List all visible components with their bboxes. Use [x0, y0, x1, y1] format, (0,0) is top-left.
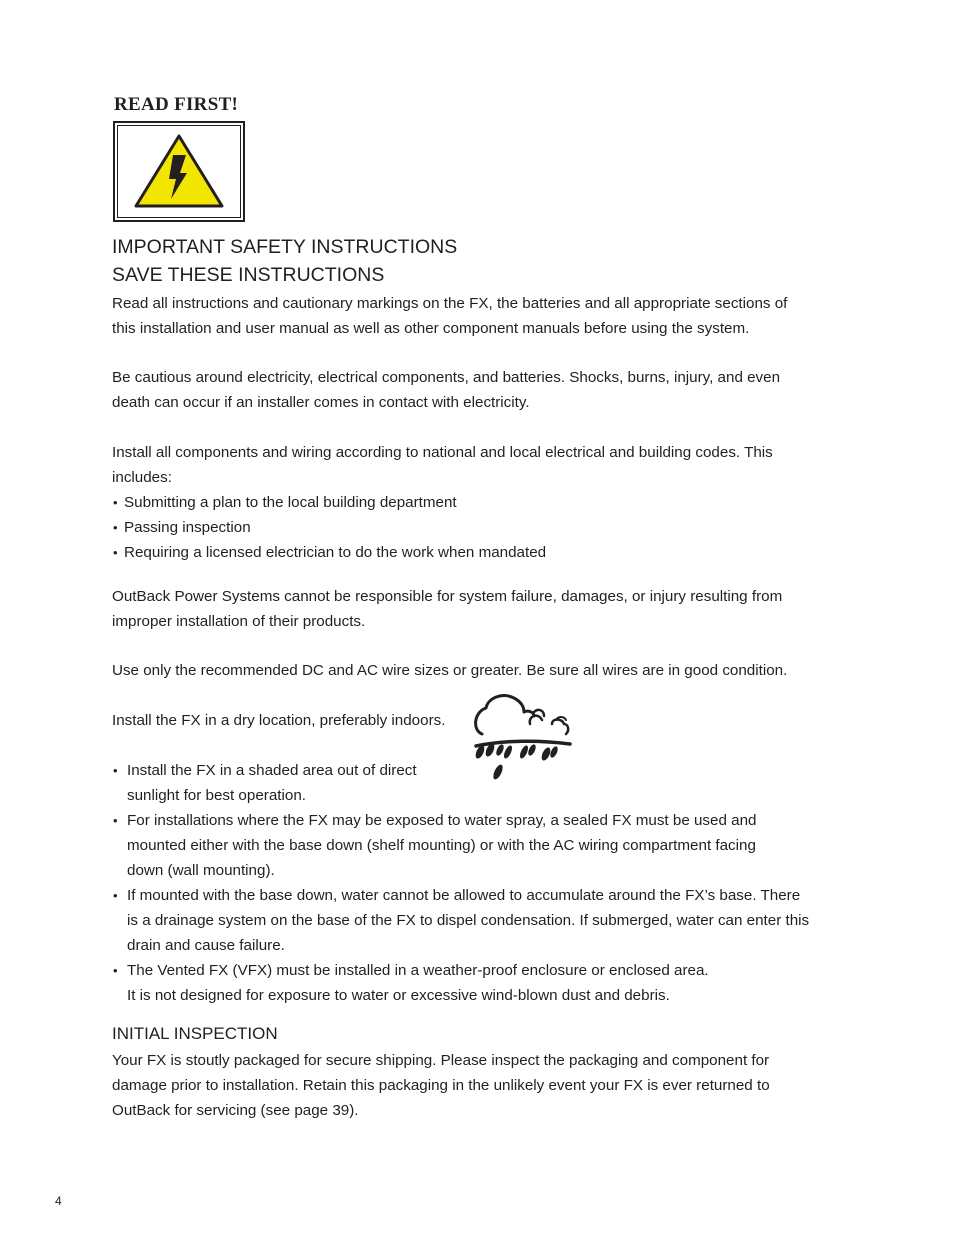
paragraph-line: Be cautious around electricity, electrical components, and batteries. Shocks, burns, injury, and even [112, 369, 781, 386]
paragraph-line: Your FX is stoutly packaged for secure shipping. Please inspect the packaging and component for [112, 1052, 770, 1069]
paragraph-line: improper installation of their products. [112, 613, 366, 630]
list-item: It is not designed for exposure to water or excessive wind-blown dust and debris. [127, 987, 670, 1004]
page-number: 4 [55, 1194, 62, 1208]
list-item: is a drainage system on the base of the FX to dispel condensation. If submerged, water can enter this [127, 912, 810, 929]
paragraph-line: damage prior to installation. Retain this packaging in the unlikely event your FX is ever returned to [112, 1077, 770, 1094]
high-voltage-warning-icon [133, 133, 225, 209]
paragraph-line: Install all components and wiring according to national and local electrical and building codes. This [112, 444, 773, 461]
list-item: For installations where the FX may be exposed to water spray, a sealed FX must be used and [127, 812, 757, 829]
bullet: • [113, 520, 118, 535]
paragraph-line: death can occur if an installer comes in contact with electricity. [112, 394, 530, 411]
paragraph-line: Install the FX in a dry location, preferably indoors. [112, 712, 446, 729]
paragraph-line: Use only the recommended DC and AC wire sizes or greater. Be sure all wires are in good condition. [112, 662, 788, 679]
paragraph-line: OutBack Power Systems cannot be responsible for system failure, damages, or injury resulting from [112, 588, 783, 605]
read-first-heading: READ FIRST! [114, 94, 239, 115]
paragraph-line: OutBack for servicing (see page 39). [112, 1102, 359, 1119]
title-line-1: IMPORTANT SAFETY INSTRUCTIONS [112, 236, 458, 258]
paragraph-line: this installation and user manual as well as other component manuals before using the system. [112, 320, 750, 337]
paragraph-line: includes: [112, 469, 172, 486]
bullet: • [113, 495, 118, 510]
bullet: • [113, 545, 118, 560]
paragraph-line: Read all instructions and cautionary markings on the FX, the batteries and all appropriate sections of [112, 295, 788, 312]
bullet: • [113, 888, 118, 903]
list-item: mounted either with the base down (shelf mounting) or with the AC wiring compartment facing [127, 837, 756, 854]
bullet: • [113, 813, 118, 828]
bullet: • [113, 963, 118, 978]
list-item: If mounted with the base down, water cannot be allowed to accumulate around the FX’s base. There [127, 887, 801, 904]
list-item: Submitting a plan to the local building department [124, 494, 457, 511]
list-item: down (wall mounting). [127, 862, 275, 879]
title-line-2: SAVE THESE INSTRUCTIONS [112, 264, 385, 286]
list-item: Requiring a licensed electrician to do the work when mandated [124, 544, 547, 561]
list-item: The Vented FX (VFX) must be installed in a weather-proof enclosure or enclosed area. [127, 962, 709, 979]
warning-box [113, 121, 245, 222]
rain-cloud-icon [468, 690, 576, 784]
bullet: • [113, 763, 118, 778]
list-item: Install the FX in a shaded area out of direct [127, 762, 417, 779]
list-item: Passing inspection [124, 519, 251, 536]
section-heading: INITIAL INSPECTION [112, 1024, 278, 1043]
list-item: drain and cause failure. [127, 937, 285, 954]
list-item: sunlight for best operation. [127, 787, 306, 804]
